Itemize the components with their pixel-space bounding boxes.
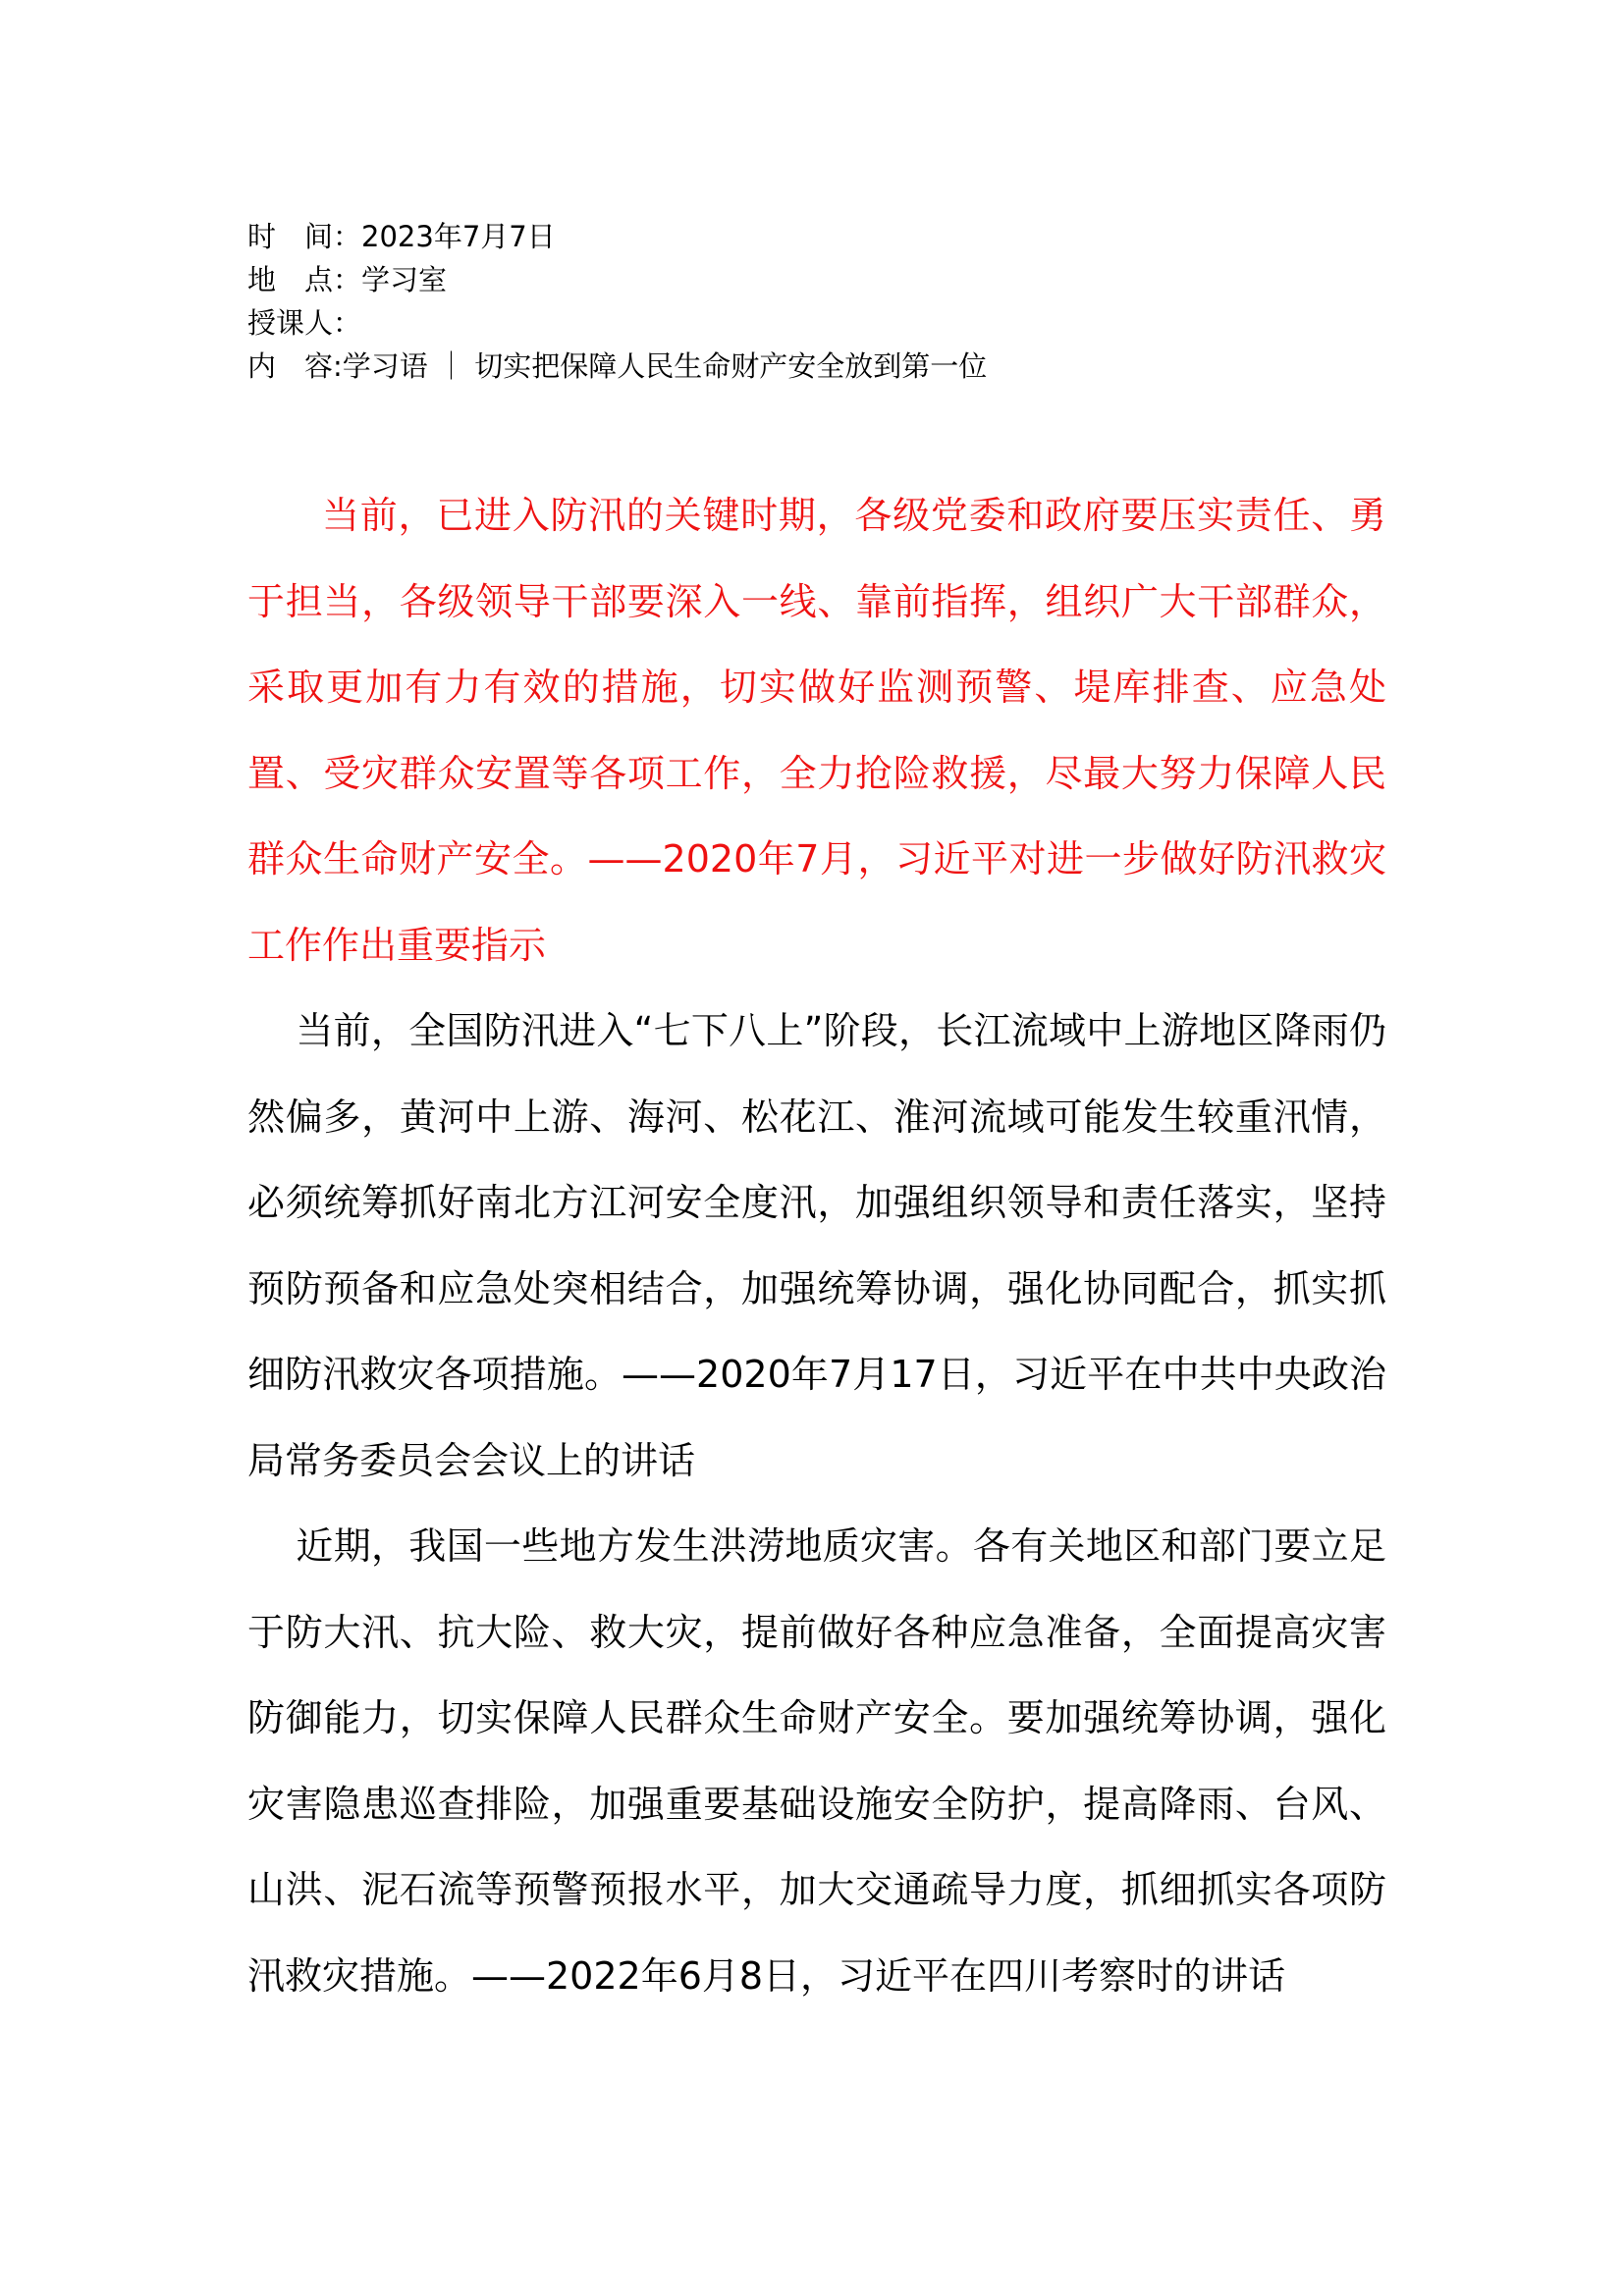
meeting-info — [247, 215, 1386, 388]
time-value: 2023年7月7日 — [361, 220, 556, 253]
quote-paragraph: 当前，全国防汛进入“七下八上”阶段，长江流域中上游地区降雨仍然偏多，黄河中上游、海河、松花江、淮河流域可能发生较重汛情，必须统筹抓好南北方江河安全度汛，加强组织领导和责任落实，坚持预防预备和应急处突相结合，加强统筹协调，强化协同配合，抓实抓细防汛救灾各项措施。——2020年7月17日，习近平在中共中央政治局常务委员会会议上的讲话 — [247, 1009, 1386, 1482]
document-body — [247, 473, 1386, 2019]
time-line — [247, 215, 1386, 258]
content-line — [247, 345, 1386, 388]
content-label: 内 容: — [247, 349, 343, 383]
time-label: 时 间： — [247, 220, 362, 253]
lecturer-line — [247, 301, 1386, 345]
place-line — [247, 258, 1386, 301]
content-value: 学习语 ｜ 切实把保障人民生命财产安全放到第一位 — [342, 349, 988, 383]
place-label: 地 点： — [247, 263, 362, 296]
place-value: 学习室 — [361, 263, 448, 296]
lecturer-label: 授课人： — [247, 306, 362, 340]
highlighted-quote-paragraph: 当前，已进入防汛的关键时期，各级党委和政府要压实责任、勇于担当，各级领导干部要深入一线、靠前指挥，组织广大干部群众，采取更加有力有效的措施，切实做好监测预警、堤库排查、应急处置、受灾群众安置等各项工作，全力抢险救援，尽最大努力保障人民群众生命财产安全。——2020年7月，习近平对进一步做好防汛救灾工作作出重要指示 — [247, 494, 1386, 967]
quote-paragraph: 近期，我国一些地方发生洪涝地质灾害。各有关地区和部门要立足于防大汛、抗大险、救大灾，提前做好各种应急准备，全面提高灾害防御能力，切实保障人民群众生命财产安全。要加强统筹协调，强化灾害隐患巡查排险，加强重要基础设施安全防护，提高降雨、台风、山洪、泥石流等预警预报水平，加大交通疏导力度，抓细抓实各项防汛救灾措施。——2022年6月8日，习近平在四川考察时的讲话 — [247, 1524, 1386, 1998]
